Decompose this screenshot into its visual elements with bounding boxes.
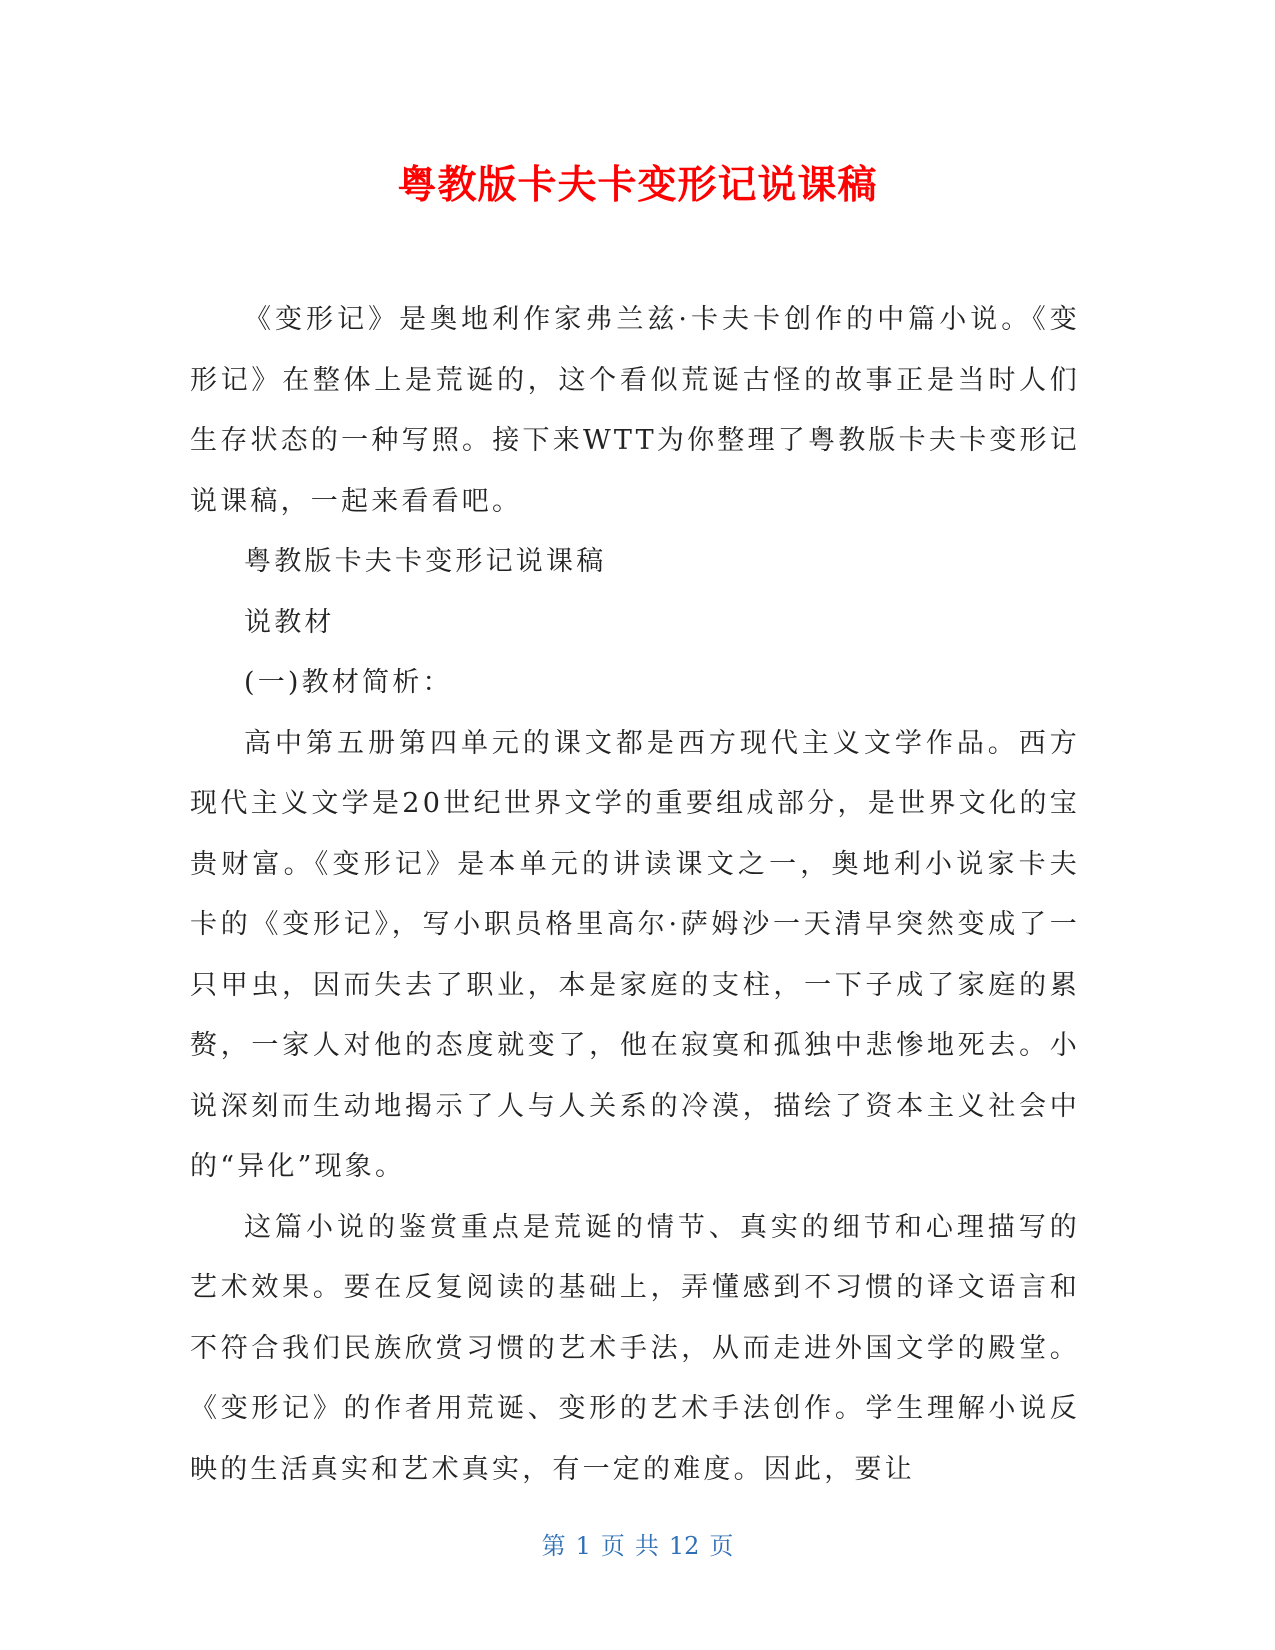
footer-total-pages: 12 <box>668 1532 700 1560</box>
document-body <box>190 290 1080 1500</box>
footer-page-number: 1 <box>575 1532 591 1560</box>
footer-total-label: 共 <box>634 1532 659 1560</box>
body-paragraph: 这篇小说的鉴赏重点是荒诞的情节、真实的细节和心理描写的艺术效果。要在反复阅读的基础上，弄懂感到不习惯的译文语言和不符合我们民族欣赏习惯的艺术手法，从而走进外国文学的殿堂。《变形记》的作者用荒诞、变形的艺术手法创作。学生理解小说反映的生活真实和艺术真实，有一定的难度。因此，要让 <box>190 1211 1080 1485</box>
document-title: 粤教版卡夫卡变形记说课稿 <box>397 163 878 208</box>
footer-page-mid: 页 <box>600 1532 625 1560</box>
subsection-item-heading: (一)教材简析： <box>244 667 453 698</box>
footer-page-prefix: 第 <box>541 1532 566 1560</box>
footer-page-suffix: 页 <box>709 1532 734 1560</box>
subsection-heading: 说教材 <box>244 606 335 638</box>
body-paragraph: 高中第五册第四单元的课文都是西方现代主义文学作品。西方现代主义文学是20世纪世界文学的重要组成部分，是世界文化的宝贵财富。《变形记》是本单元的讲读课文之一，奥地利小说家卡夫卡的《变形记》，写小职员格里高尔·萨姆沙一天清早突然变成了一只甲虫，因而失去了职业，本是家庭的支柱，一下子成了家庭的累赘，一家人对他的态度就变了，他在寂寞和孤独中悲惨地死去。小说深刻而生动地揭示了人与人关系的冷漠，描绘了资本主义社会中的“异化”现象。 <box>190 727 1080 1182</box>
intro-paragraph: 《变形记》是奥地利作家弗兰兹·卡夫卡创作的中篇小说。《变形记》在整体上是荒诞的，这个看似荒诞古怪的故事正是当时人们生存状态的一种写照。接下来WTT为你整理了粤教版卡夫卡变形记说课稿，一起来看看吧。 <box>190 304 1080 517</box>
section-heading: 粤教版卡夫卡变形记说课稿 <box>244 546 607 577</box>
page-footer <box>0 1530 1275 1562</box>
